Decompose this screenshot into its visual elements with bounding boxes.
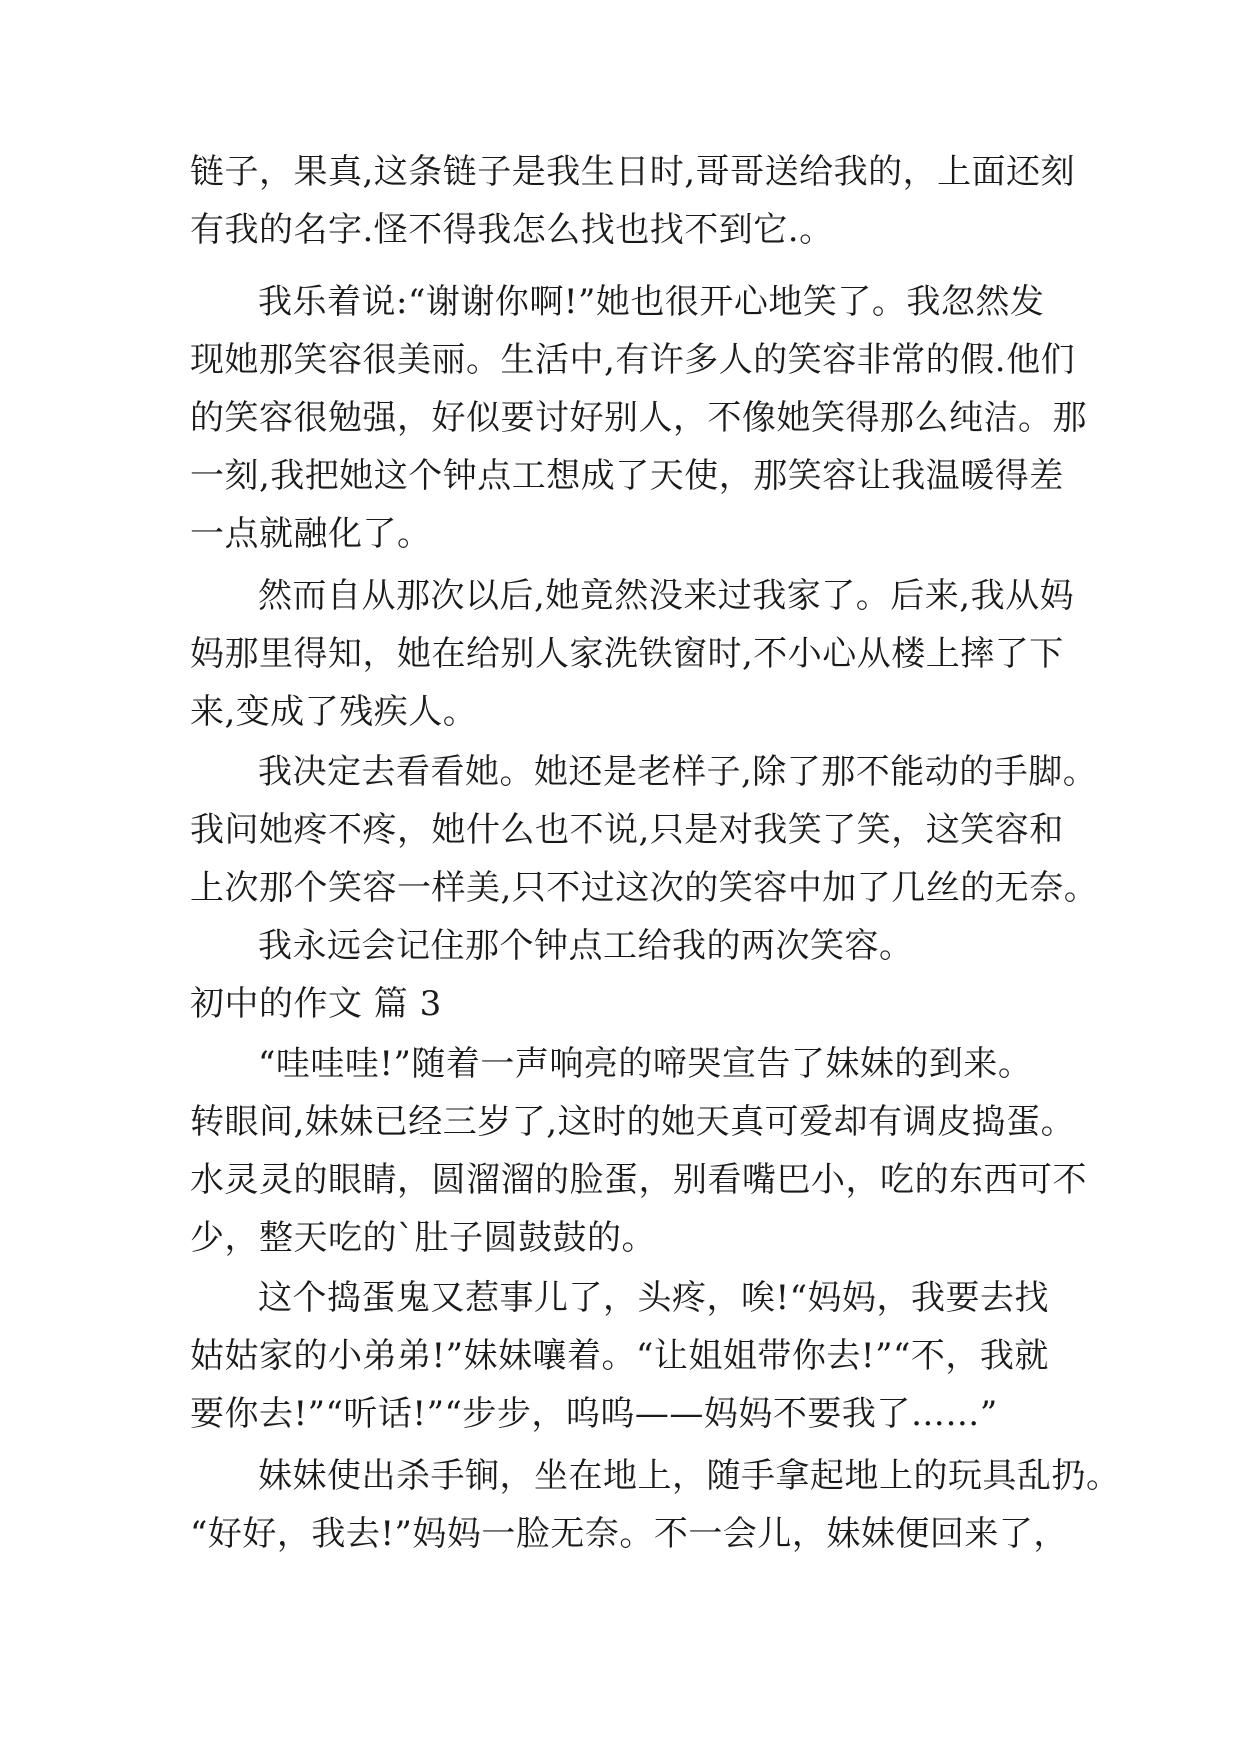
paragraph-start-line: 我决定去看看她。她还是老样子,除了那不能动的手脚。	[258, 752, 1098, 792]
text-line: 要你去!”“听话!”“步步，呜呜——妈妈不要我了……”	[190, 1394, 998, 1434]
paragraph-start-line: 我永远会记住那个钟点工给我的两次笑容。	[258, 926, 914, 966]
text-line: 的笑容很勉强，好似要讨好别人，不像她笑得那么纯洁。那	[190, 398, 1087, 438]
text-line: 链子，果真,这条链子是我生日时,哥哥送给我的，上面还刻	[190, 152, 1076, 192]
paragraph-start-line: 这个捣蛋鬼又惹事儿了，头疼，唉!“妈妈，我要去找	[258, 1278, 1050, 1318]
text-line: 上次那个笑容一样美,只不过这次的笑容中加了几丝的无奈。	[190, 868, 1099, 908]
text-line: 现她那笑容很美丽。生活中,有许多人的笑容非常的假.他们	[190, 340, 1076, 380]
text-line: 来,变成了残疾人。	[190, 692, 478, 732]
text-line: 我问她疼不疼，她什么也不说,只是对我笑了笑，这笑容和	[190, 810, 1064, 850]
section-heading: 初中的作文 篇 3	[190, 984, 442, 1024]
text-line: 水灵灵的眼睛，圆溜溜的脸蛋，别看嘴巴小，吃的东西可不	[190, 1160, 1087, 1200]
text-line: 一刻,我把她这个钟点工想成了天使，那笑容让我温暖得差	[190, 456, 1064, 496]
text-line: “好好，我去!”妈妈一脸无奈。不一会儿，妹妹便回来了，	[190, 1514, 1068, 1554]
paragraph-start-line: 然而自从那次以后,她竟然没来过我家了。后来,我从妈	[258, 576, 1075, 616]
paragraph-start-line: 我乐着说:“谢谢你啊!”她也很开心地笑了。我忽然发	[258, 282, 1045, 322]
text-line: 有我的名字.怪不得我怎么找也找不到它.。	[190, 210, 834, 250]
paragraph-start-line: “哇哇哇!”随着一声响亮的啼哭宣告了妹妹的到来。	[258, 1044, 1033, 1084]
paragraph-start-line: 妹妹使出杀手锏，坐在地上，随手拿起地上的玩具乱扔。	[258, 1456, 1121, 1496]
text-line: 一点就融化了。	[190, 514, 432, 554]
text-line: 姑姑家的小弟弟!”妹妹嚷着。“让姐姐带你去!”“不，我就	[190, 1336, 1049, 1376]
text-line: 妈那里得知，她在给别人家洗铁窗时,不小心从楼上摔了下	[190, 634, 1064, 674]
text-line: 少，整天吃的`肚子圆鼓鼓的。	[190, 1218, 656, 1258]
text-line: 转眼间,妹妹已经三岁了,这时的她天真可爱却有调皮捣蛋。	[190, 1102, 1076, 1142]
